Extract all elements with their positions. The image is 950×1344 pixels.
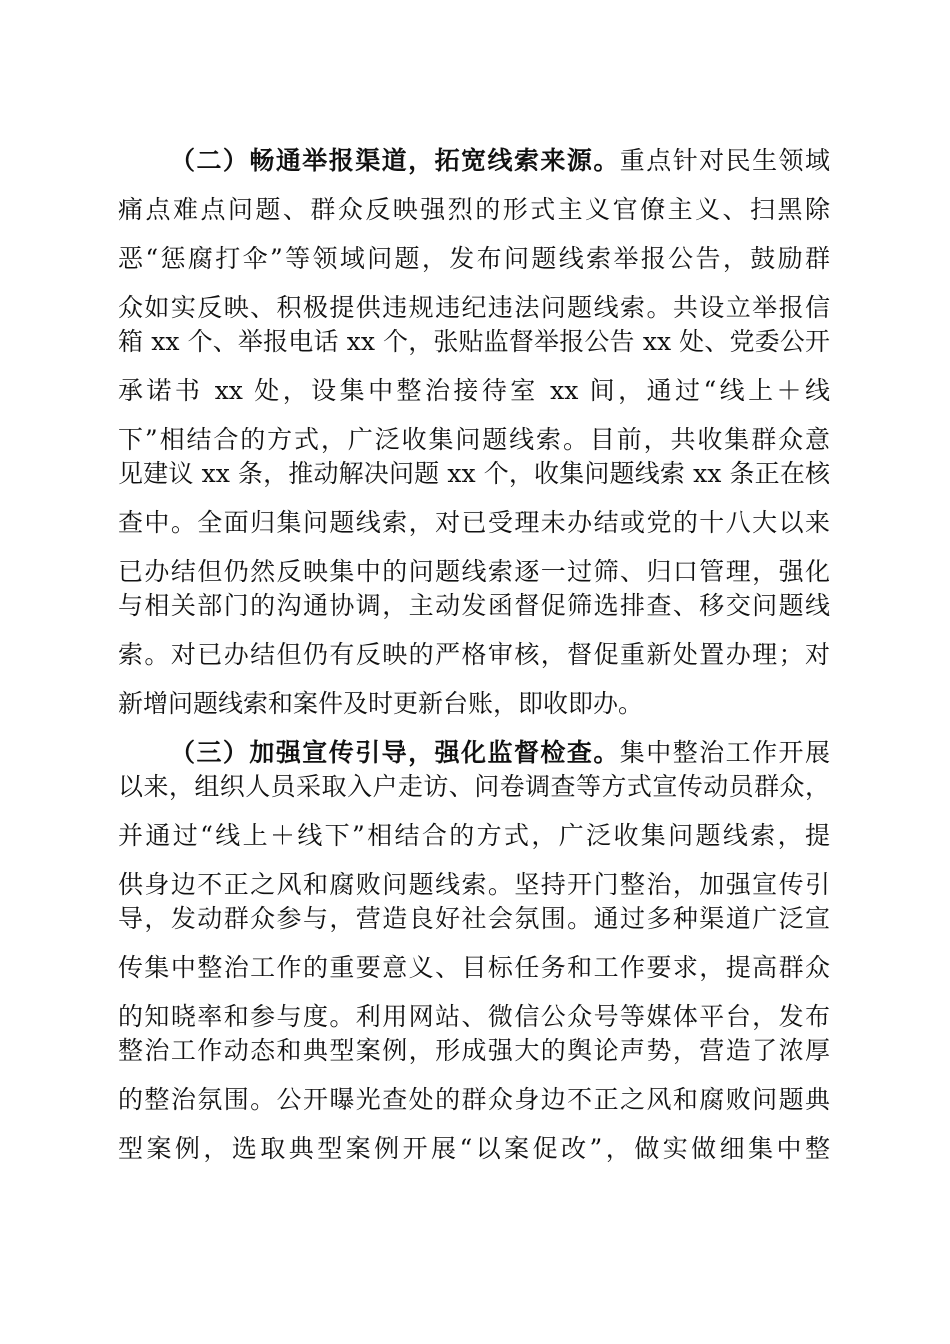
- paragraph-text: 重点针对民生领域: [619, 146, 830, 175]
- paragraph-line: 已办结但仍然反映集中的问题线索逐一过筛、归口管理，强化: [118, 557, 830, 586]
- paragraph-heading: （二）畅通举报渠道，拓宽线索来源。: [170, 146, 620, 175]
- paragraph-text: 集中整治工作开展: [619, 738, 830, 767]
- paragraph-heading: （三）加强宣传引导，强化监督检查。: [170, 738, 620, 767]
- paragraph-line: 供身边不正之风和腐败问题线索。坚持开门整治，加强宣传引: [118, 870, 830, 899]
- paragraph-line: 众如实反映、积极提供违规违纪违法问题线索。共设立举报信: [118, 293, 830, 322]
- paragraph-line: 与相关部门的沟通协调，主动发函督促筛选排查、移交问题线: [118, 591, 830, 620]
- paragraph-line: 的知晓率和参与度。利用网站、微信公众号等媒体平台，发布: [118, 1002, 830, 1031]
- paragraph-line: 承诺书 xx 处，设集中整治接待室 xx 间，通过“线上＋线: [118, 376, 830, 405]
- paragraph-line: 的整治氛围。公开曝光查处的群众身边不正之风和腐败问题典: [118, 1085, 830, 1114]
- paragraph-line: 以来，组织人员采取入户走访、问卷调查等方式宣传动员群众，: [118, 772, 830, 801]
- paragraph-line: 索。对已办结但仍有反映的严格审核，督促重新处置办理；对: [118, 640, 830, 669]
- paragraph-line: 痛点难点问题、群众反映强烈的形式主义官僚主义、扫黑除: [118, 195, 830, 224]
- paragraph-line: 新增问题线索和案件及时更新台账，即收即办。: [118, 689, 644, 718]
- paragraph-line: 整治工作动态和典型案例，形成强大的舆论声势，营造了浓厚: [118, 1036, 830, 1065]
- paragraph-line: 箱 xx 个、举报电话 xx 个，张贴监督举报公告 xx 处、党委公开: [118, 327, 830, 356]
- paragraph-line: 导，发动群众参与，营造良好社会氛围。通过多种渠道广泛宣: [118, 904, 830, 933]
- paragraph-line: 见建议 xx 条，推动解决问题 xx 个，收集问题线索 xx 条正在核: [118, 459, 830, 488]
- paragraph-line: 传集中整治工作的重要意义、目标任务和工作要求，提高群众: [118, 953, 830, 982]
- paragraph-line: 恶“惩腐打伞”等领域问题，发布问题线索举报公告，鼓励群: [118, 244, 830, 273]
- paragraph-line: [170, 141, 830, 181]
- paragraph-line: 查中。全面归集问题线索，对已受理未办结或党的十八大以来: [118, 508, 830, 537]
- paragraph-line: 并通过“线上＋线下”相结合的方式，广泛收集问题线索，提: [118, 821, 830, 850]
- paragraph-line: 型案例，选取典型案例开展“以案促改”，做实做细集中整: [118, 1134, 830, 1163]
- paragraph-line: 下”相结合的方式，广泛收集问题线索。目前，共收集群众意: [118, 425, 830, 454]
